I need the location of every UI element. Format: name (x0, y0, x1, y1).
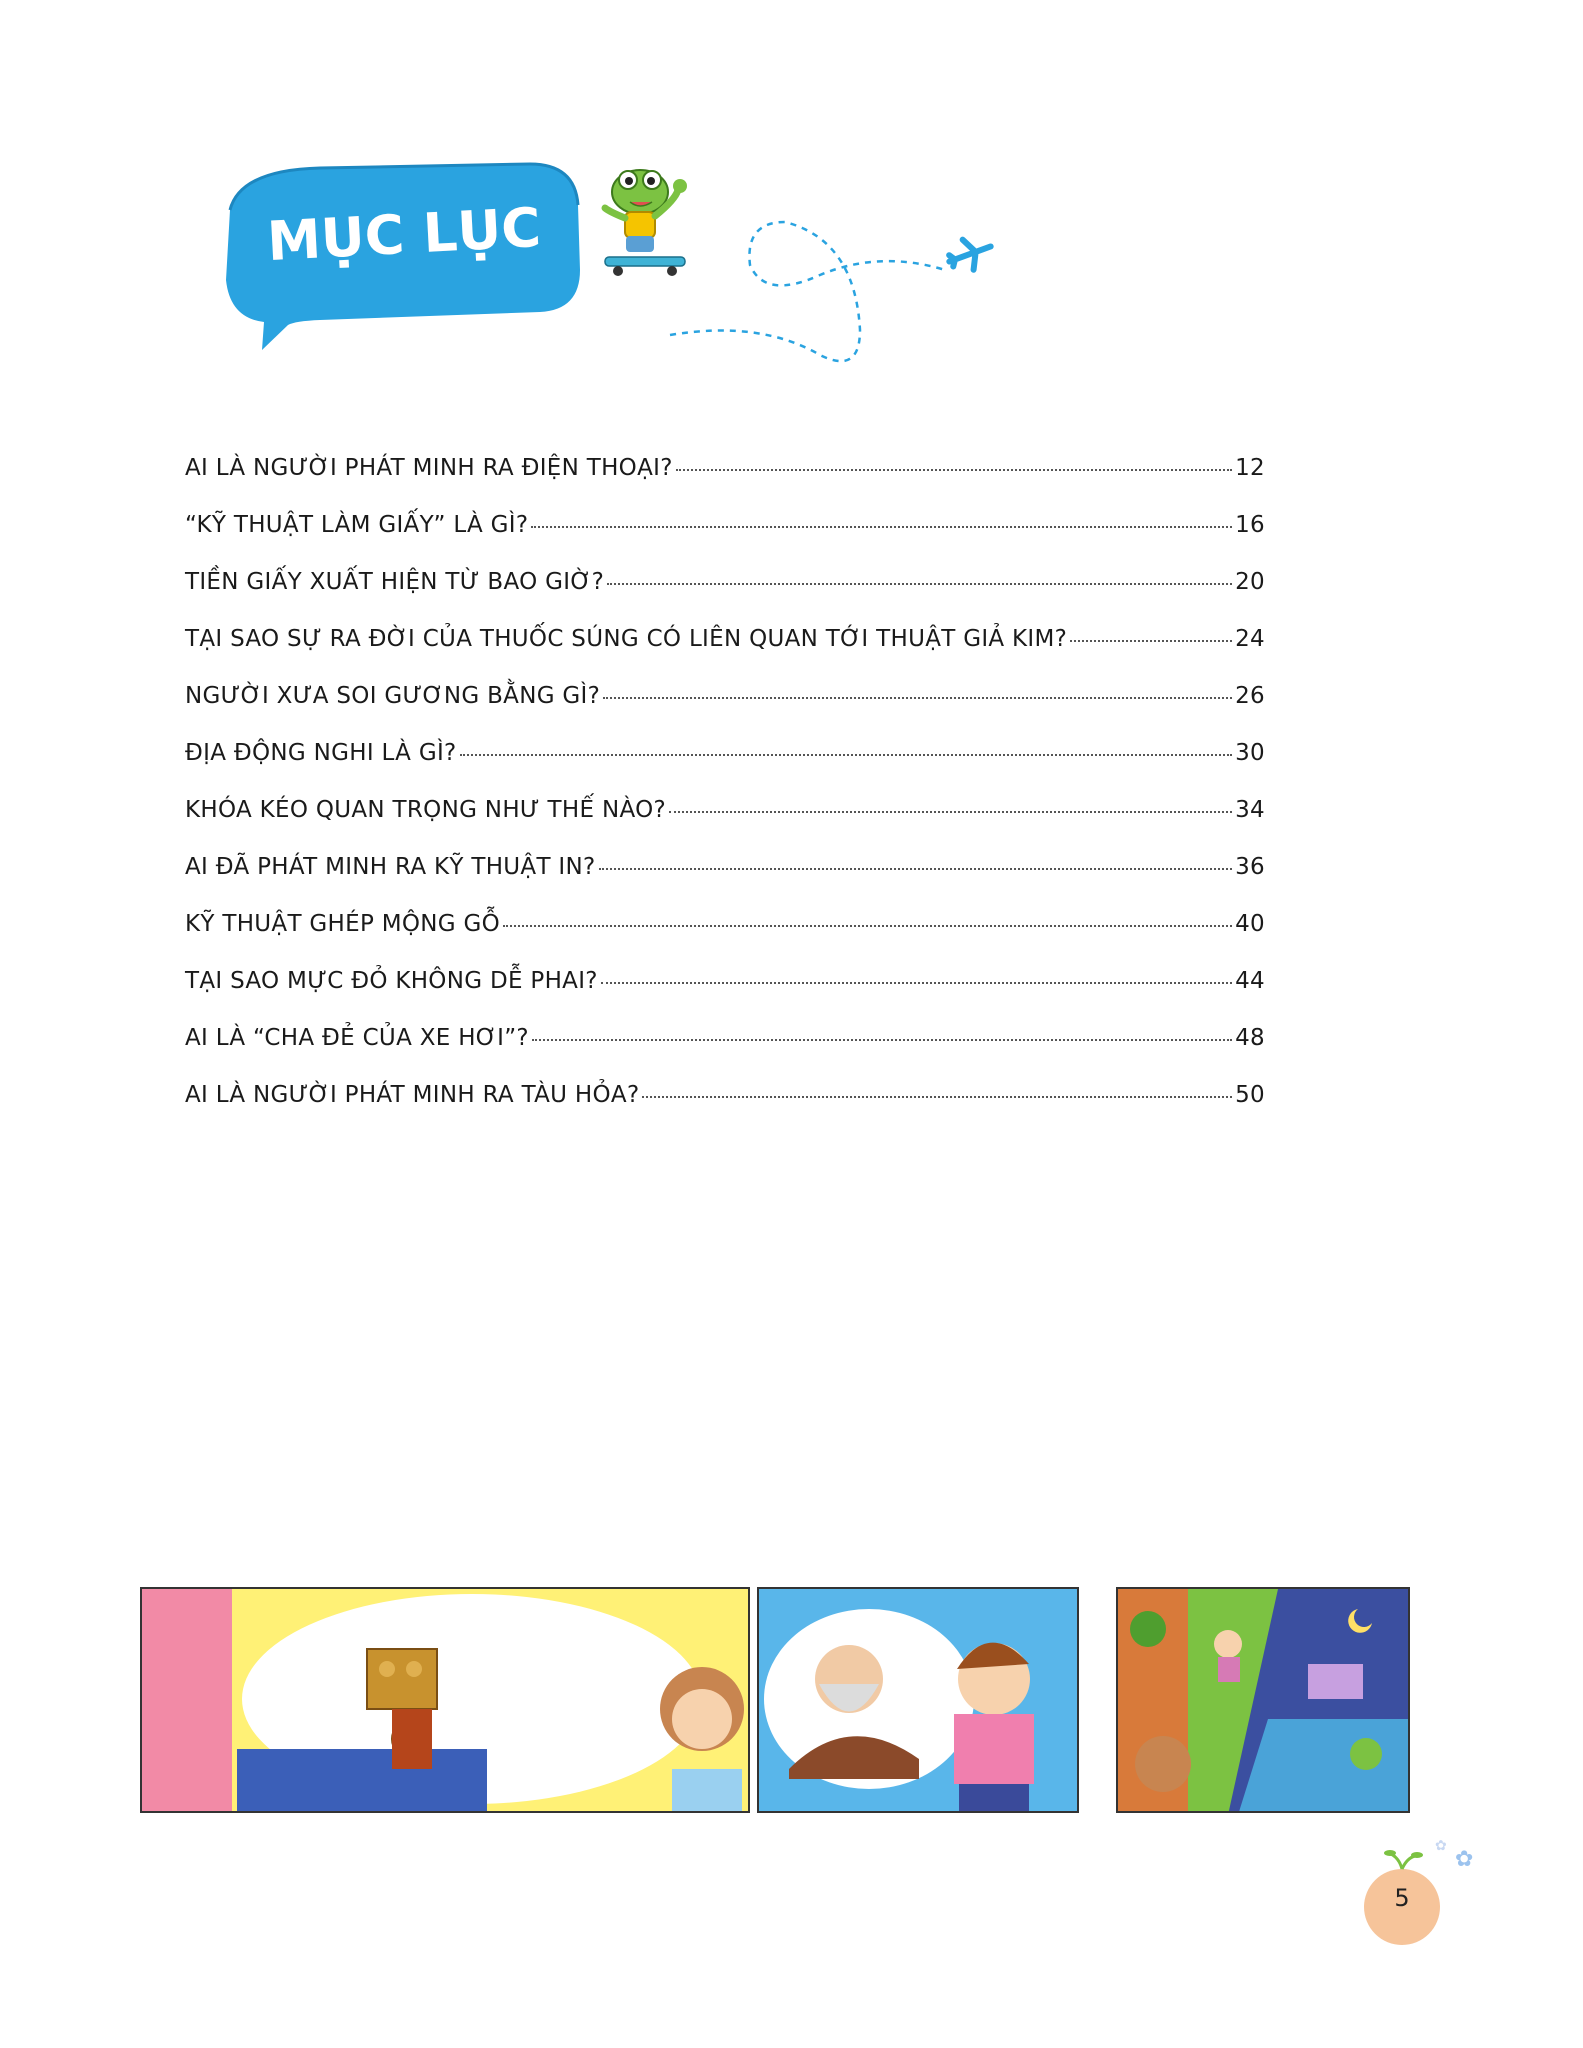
toc-entry-page: 30 (1235, 740, 1265, 766)
dot-leader (601, 982, 1232, 984)
toc-entry-title: “KỸ THUẬT LÀM GIẤY” LÀ GÌ? (185, 512, 529, 538)
frog-mascot-icon (605, 170, 687, 276)
toc-entry-page: 16 (1235, 512, 1265, 538)
dot-leader (460, 754, 1233, 756)
toc-entry[interactable] (185, 911, 1265, 968)
toc-entry[interactable] (185, 854, 1265, 911)
toc-entry-page: 24 (1235, 626, 1265, 652)
toc-entry-page: 20 (1235, 569, 1265, 595)
toc-entry-title: AI LÀ “CHA ĐẺ CỦA XE HƠI”? (185, 1025, 529, 1051)
toc-entry-title: KỸ THUẬT GHÉP MỘNG GỖ (185, 911, 501, 937)
dot-leader (531, 526, 1232, 528)
dot-leader (503, 925, 1232, 927)
toc-entry-page: 44 (1235, 968, 1265, 994)
dot-leader (1070, 640, 1232, 642)
toc-entry-title: AI ĐÃ PHÁT MINH RA KỸ THUẬT IN? (185, 854, 596, 880)
svg-text:✿: ✿ (1435, 1838, 1447, 1854)
dot-leader (669, 811, 1232, 813)
dot-leader (532, 1039, 1232, 1041)
toc-entry-page: 36 (1235, 854, 1265, 880)
svg-text:✿: ✿ (1455, 1847, 1474, 1872)
toc-entry-title: TẠI SAO MỰC ĐỎ KHÔNG DỄ PHAI? (185, 968, 598, 994)
toc-entry-title: TIỀN GIẤY XUẤT HIỆN TỪ BAO GIỜ? (185, 569, 605, 595)
toc-entry-title: TẠI SAO SỰ RA ĐỜI CỦA THUỐC SÚNG CÓ LIÊN QUAN TỚI THUẬT GIẢ KIM? (185, 626, 1068, 652)
toc-entry[interactable] (185, 683, 1265, 740)
toc-entry-page: 50 (1235, 1082, 1265, 1108)
page-number: 5 (1394, 1884, 1410, 1912)
toc-entry[interactable] (185, 968, 1265, 1025)
dot-leader (676, 469, 1232, 471)
toc-entry[interactable] (185, 626, 1265, 683)
toc-entry[interactable] (185, 455, 1265, 512)
toc-entry-title: AI LÀ NGƯỜI PHÁT MINH RA ĐIỆN THOẠI? (185, 455, 673, 481)
toc-entry[interactable] (185, 797, 1265, 854)
toc-entry-title: NGƯỜI XƯA SOI GƯƠNG BẰNG GÌ? (185, 683, 601, 709)
toc-entry-page: 40 (1235, 911, 1265, 937)
toc-entry-page: 26 (1235, 683, 1265, 709)
speech-bubble (226, 164, 580, 350)
flight-path (670, 222, 945, 361)
dot-leader (607, 583, 1232, 585)
airplane-icon (944, 231, 996, 276)
toc-entry-title: ĐỊA ĐỘNG NGHI LÀ GÌ? (185, 740, 457, 766)
comic-panel-telephone (140, 1587, 750, 1813)
dot-leader (642, 1096, 1232, 1098)
toc-entry-page: 48 (1235, 1025, 1265, 1051)
toc-entry-title: KHÓA KÉO QUAN TRỌNG NHƯ THẾ NÀO? (185, 797, 666, 823)
dot-leader (603, 697, 1232, 699)
header-banner (200, 150, 1060, 390)
toc-entry[interactable] (185, 1025, 1265, 1082)
table-of-contents (185, 455, 1265, 1139)
toc-entry[interactable] (185, 740, 1265, 797)
comic-panel-tin-can-phone (1116, 1587, 1410, 1813)
toc-entry[interactable] (185, 569, 1265, 626)
toc-entry[interactable] (185, 1082, 1265, 1139)
toc-entry[interactable] (185, 512, 1265, 569)
toc-entry-page: 34 (1235, 797, 1265, 823)
comic-panel-inventor (757, 1587, 1079, 1813)
dot-leader (599, 868, 1233, 870)
toc-entry-page: 12 (1235, 455, 1265, 481)
page-title: MỤC LỤC (265, 195, 543, 274)
toc-entry-title: AI LÀ NGƯỜI PHÁT MINH RA TÀU HỎA? (185, 1082, 640, 1108)
